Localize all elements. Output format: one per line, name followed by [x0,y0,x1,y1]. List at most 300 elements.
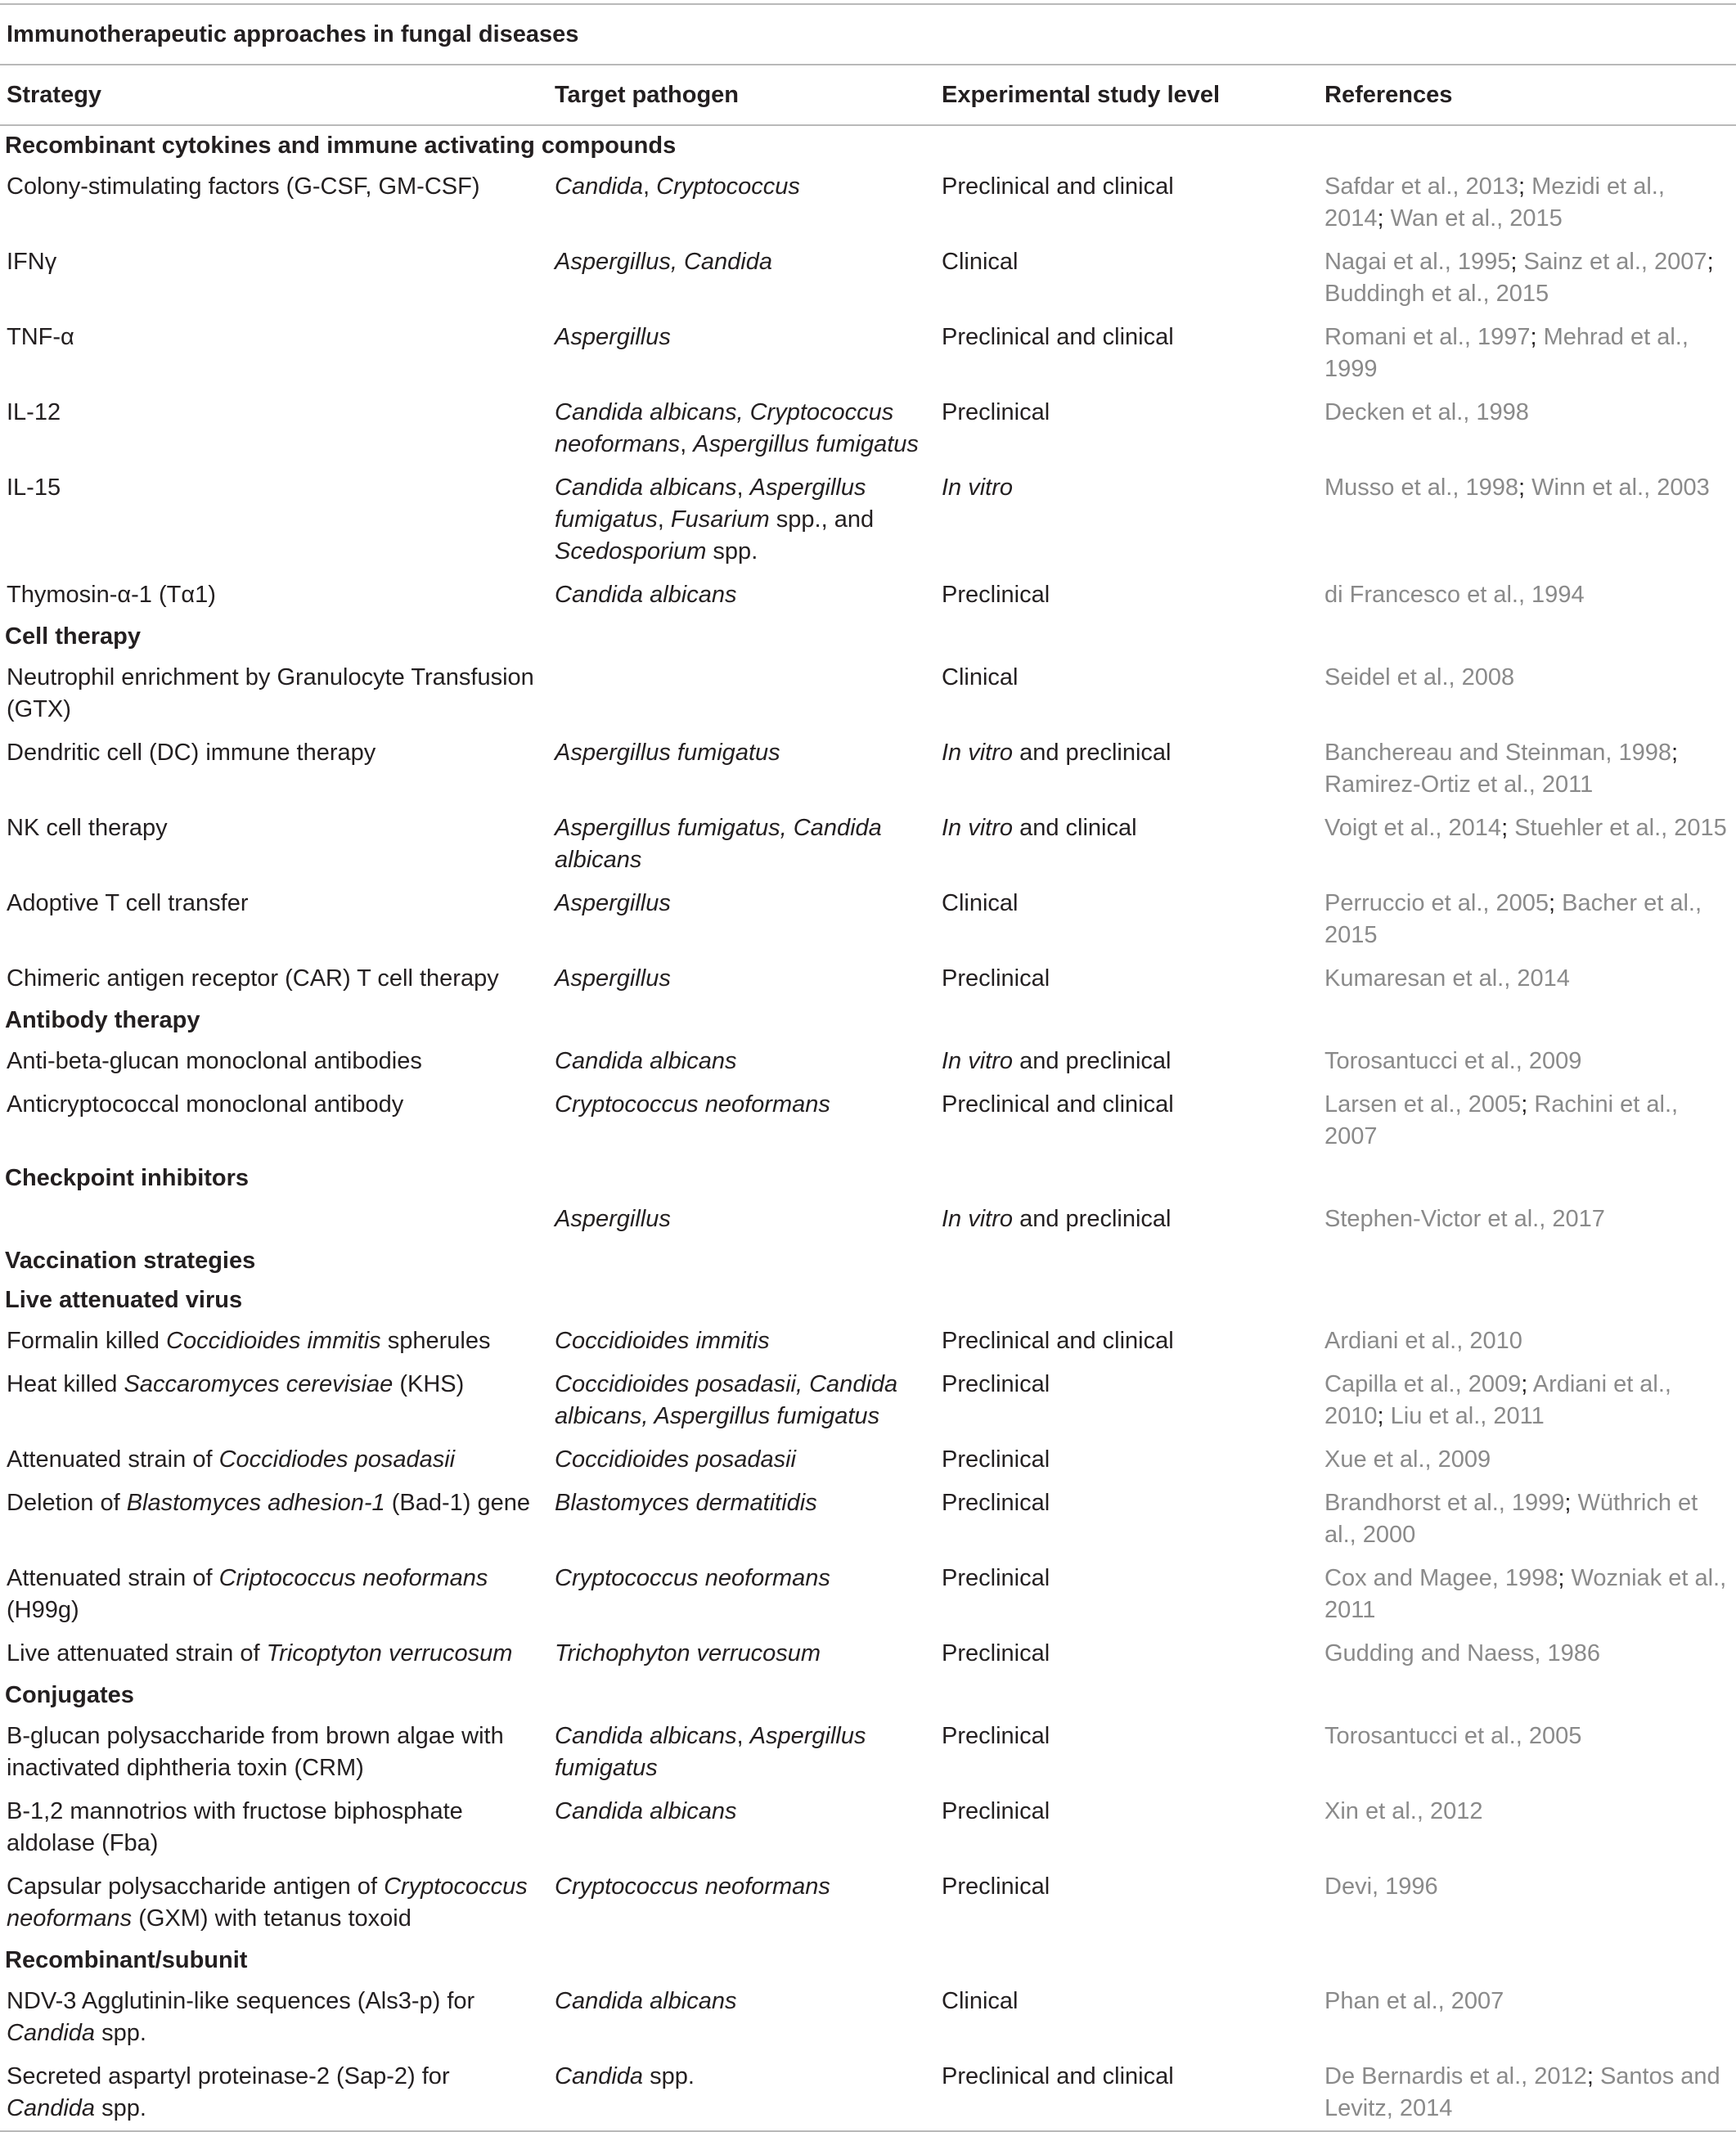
study-level-cell [935,1482,1318,1557]
table-row [0,316,1736,391]
text-run: (KHS) [393,1371,465,1397]
reference-separator: ; [1377,205,1391,232]
target-pathogen-cell [548,466,935,573]
text-run: Blastomyces dermatitidis [555,1490,817,1516]
section-title: Antibody therapy [5,1007,200,1033]
reference-link[interactable]: Mehrad et al., 1999 [1324,324,1689,382]
text-run: Neutrophil enrichment by Granulocyte Transfusion (GTX) [7,664,534,722]
target-pathogen-cell [548,807,935,882]
text-run: Attenuated strain of [7,1565,219,1591]
text-run: Blastomyces adhesion-1 [126,1490,385,1516]
study-level-cell [935,1980,1318,2055]
reference-separator: ; [1671,740,1679,766]
target-pathogen-cell [548,1320,935,1363]
section-title: Recombinant cytokines and immune activating compounds [5,133,677,159]
references-cell [1318,1632,1736,1675]
strategy-cell [0,241,548,316]
text-run: , [736,475,750,501]
reference-separator: ; [1586,2063,1600,2089]
strategy-cell [0,391,548,466]
reference-separator: ; [1501,815,1515,841]
strategy-cell [0,1980,548,2055]
table-row [0,466,1736,573]
text-run: Criptococcus neoformans [218,1565,488,1591]
strategy-cell [0,731,548,807]
table-row [0,1790,1736,1865]
reference-separator: ; [1530,324,1544,350]
table-row [0,1632,1736,1675]
text-run: Aspergillus [555,324,671,350]
study-level-cell [935,1865,1318,1941]
text-run: Aspergillus, Candida [555,249,772,275]
references-cell [1318,316,1736,391]
immunotherapy-table [0,65,1736,2130]
text-run: Preclinical [942,1371,1050,1397]
table-title: Immunotherapeutic approaches in fungal diseases [7,21,579,47]
references-cell [1318,1715,1736,1790]
table-row [0,1865,1736,1941]
text-run: IL-15 [7,475,61,501]
strategy-cell [0,1083,548,1158]
references-cell [1318,165,1736,241]
section-title: Recombinant/subunit [5,1947,248,1973]
references-cell [1318,656,1736,731]
target-pathogen-cell [548,1715,935,1790]
header-references: References [1318,65,1736,125]
text-run: , [657,506,671,533]
text-run: Preclinical [942,1640,1050,1666]
text-run: Candida albicans [555,475,737,501]
section-row [0,617,1736,656]
text-run: Clinical [942,890,1019,916]
text-run: Clinical [942,664,1019,690]
table-row [0,656,1736,731]
references-cell [1318,1198,1736,1241]
strategy-cell [0,165,548,241]
strategy-cell [0,1482,548,1557]
text-run: Anti-beta-glucan monoclonal antibodies [7,1048,422,1074]
references-cell [1318,731,1736,807]
text-run: Preclinical [942,1565,1050,1591]
table-row [0,1040,1736,1083]
section-row [0,125,1736,165]
strategy-cell [0,1320,548,1363]
strategy-cell [0,807,548,882]
strategy-cell [0,1040,548,1083]
reference-link[interactable]: Musso et al., 1998 [1324,475,1518,501]
text-run: Preclinical and clinical [942,324,1174,350]
text-run: Aspergillus fumigatus [555,1723,866,1781]
reference-separator: ; [1377,1403,1391,1429]
strategy-cell [0,466,548,573]
table-row [0,1482,1736,1557]
text-run: Scedosporium [555,538,707,564]
text-run: Preclinical [942,1873,1050,1900]
text-run: Attenuated strain of [7,1446,219,1473]
text-run: Preclinical [942,965,1050,992]
study-level-cell [935,1198,1318,1241]
header-row [0,65,1736,125]
strategy-cell [0,2055,548,2130]
target-pathogen-cell [548,731,935,807]
study-level-cell [935,316,1318,391]
study-level-cell [935,1040,1318,1083]
text-run: Coccidioides immitis [555,1328,770,1354]
text-run: In vitro [942,475,1014,501]
text-run: Preclinical and clinical [942,173,1174,200]
text-run: Coccidioides immitis [166,1328,381,1354]
target-pathogen-cell [548,573,935,617]
reference-separator: ; [1510,249,1524,275]
reference-link[interactable]: Xue et al., 2009 [1324,1446,1491,1473]
reference-link[interactable]: Stuehler et al., 2015 [1514,815,1727,841]
target-pathogen-cell [548,1198,935,1241]
text-run: Preclinical and clinical [942,1328,1174,1354]
reference-separator: ; [1521,1091,1535,1118]
text-run: Colony-stimulating factors (G-CSF, GM-CSF) [7,173,480,200]
text-run: (H99g) [7,1597,79,1623]
reference-link[interactable]: Ramirez-Ortiz et al., 2011 [1324,771,1594,798]
table-row [0,241,1736,316]
text-run: spherules [380,1328,491,1354]
table-row [0,1083,1736,1158]
text-run: spp. [706,538,758,564]
table-row [0,2055,1736,2130]
text-run: In vitro [942,740,1014,766]
references-cell [1318,1040,1736,1083]
text-run: spp. [95,2020,146,2046]
text-run: Coccidioides posadasii, Candida albicans, Aspergillus fumigatus [555,1371,898,1429]
text-run: Aspergillus [555,890,671,916]
references-cell [1318,1083,1736,1158]
section-row [0,1158,1736,1198]
reference-link[interactable]: Wozniak et al., 2011 [1324,1565,1727,1623]
reference-link[interactable]: Capilla et al., 2009 [1324,1371,1522,1397]
text-run: In vitro [942,1048,1014,1074]
target-pathogen-cell [548,957,935,1001]
target-pathogen-cell [548,1438,935,1482]
table-row [0,807,1736,882]
study-level-cell [935,1320,1318,1363]
reference-link[interactable]: Gudding and Naess, 1986 [1324,1640,1600,1666]
section-row [0,1941,1736,1980]
strategy-cell [0,882,548,957]
reference-link[interactable]: Ardiani et al., 2010 [1324,1328,1522,1354]
study-level-cell [935,1363,1318,1438]
text-run: Preclinical [942,1490,1050,1516]
text-run: Candida albicans, [555,399,750,425]
target-pathogen-cell [548,1363,935,1438]
reference-link[interactable]: Torosantucci et al., 2005 [1324,1723,1582,1749]
references-cell [1318,1790,1736,1865]
references-cell [1318,1557,1736,1632]
study-level-cell [935,731,1318,807]
target-pathogen-cell [548,1980,935,2055]
references-cell [1318,1438,1736,1482]
references-cell [1318,1363,1736,1438]
text-run: Anticryptococcal monoclonal antibody [7,1091,404,1118]
study-level-cell [935,882,1318,957]
section-row [0,1241,1736,1280]
text-run: Preclinical and clinical [942,2063,1174,2089]
text-run: Cryptococcus neoformans [555,1091,830,1118]
study-level-cell [935,2055,1318,2130]
references-cell [1318,2055,1736,2130]
references-cell [1318,1980,1736,2055]
text-run: Live attenuated strain of [7,1640,267,1666]
reference-link[interactable]: Bacher et al., 2015 [1324,890,1702,948]
reference-link[interactable]: Xin et al., 2012 [1324,1798,1483,1824]
section-title: Live attenuated virus [5,1287,243,1313]
reference-link[interactable]: Larsen et al., 2005 [1324,1091,1522,1118]
study-level-cell [935,1790,1318,1865]
text-run: Clinical [942,249,1019,275]
reference-link[interactable]: Decken et al., 1998 [1324,399,1529,425]
reference-link[interactable]: Sainz et al., 2007 [1523,249,1707,275]
text-run: , [736,1723,750,1749]
text-run: Capsular polysaccharide antigen of [7,1873,385,1900]
text-run: Secreted aspartyl proteinase-2 (Sap-2) for [7,2063,450,2089]
study-level-cell [935,807,1318,882]
text-run: (Bad-1) gene [385,1490,530,1516]
section-row [0,1280,1736,1320]
study-level-cell [935,1438,1318,1482]
target-pathogen-cell [548,1790,935,1865]
header-strategy: Strategy [0,65,548,125]
references-cell [1318,241,1736,316]
table-row [0,1363,1736,1438]
reference-link[interactable]: di Francesco et al., 1994 [1324,582,1585,608]
table-row [0,391,1736,466]
target-pathogen-cell [548,1865,935,1941]
table-row [0,731,1736,807]
text-run: B-1,2 mannotrios with fructose biphosphate aldolase (Fba) [7,1798,463,1856]
references-cell [1318,807,1736,882]
reference-link[interactable]: Perruccio et al., 2005 [1324,890,1549,916]
table-body [0,125,1736,2130]
text-run: Aspergillus fumigatus [693,431,919,457]
references-cell [1318,1320,1736,1363]
text-run: Cryptococcus [656,173,800,200]
text-run: IL-12 [7,399,61,425]
text-run: Preclinical [942,1723,1050,1749]
table-row [0,1557,1736,1632]
text-run: Deletion of [7,1490,127,1516]
references-cell [1318,1482,1736,1557]
reference-link[interactable]: Devi, 1996 [1324,1873,1438,1900]
table-row [0,1715,1736,1790]
target-pathogen-cell [548,656,935,731]
text-run: Cryptococcus neoformans [555,1873,830,1900]
text-run: Cryptococcus neoformans [555,399,894,457]
reference-separator: ; [1518,173,1532,200]
text-run: and preclinical [1013,1206,1172,1232]
text-run: Candida [7,2095,96,2121]
text-run: (GXM) with tetanus toxoid [132,1905,412,1932]
study-level-cell [935,656,1318,731]
text-run: Fusarium [670,506,770,533]
table-row [0,1198,1736,1241]
text-run: NK cell therapy [7,815,168,841]
header-study-level: Experimental study level [935,65,1318,125]
text-run: Candida albicans [555,1723,737,1749]
text-run: Coccidioides posadasii [555,1446,796,1473]
reference-separator: ; [1564,1490,1578,1516]
reference-link[interactable]: Seidel et al., 2008 [1324,664,1515,690]
text-run: Candida [7,2020,96,2046]
reference-separator: ; [1707,249,1714,275]
table-row [0,882,1736,957]
text-run: Candida albicans [555,582,737,608]
text-run: Heat killed [7,1371,124,1397]
text-run: Aspergillus fumigatus, Candida albicans [555,815,882,873]
reference-link[interactable]: Phan et al., 2007 [1324,1988,1504,2014]
study-level-cell [935,165,1318,241]
study-level-cell [935,1632,1318,1675]
strategy-cell [0,1715,548,1790]
text-run: In vitro [942,815,1014,841]
text-run: NDV-3 Agglutinin-like sequences (Als3-p) for [7,1988,475,2014]
reference-link[interactable]: Banchereau and Steinman, 1998 [1324,740,1672,766]
strategy-cell [0,1363,548,1438]
target-pathogen-cell [548,316,935,391]
strategy-cell [0,1557,548,1632]
reference-link[interactable]: Nagai et al., 1995 [1324,249,1511,275]
strategy-cell [0,656,548,731]
study-level-cell [935,1083,1318,1158]
reference-link[interactable]: Ardiani et al., 2010 [1324,1371,1671,1429]
reference-link[interactable]: Voigt et al., 2014 [1324,815,1502,841]
text-run: Clinical [942,1988,1019,2014]
text-run: IFNγ [7,249,57,275]
text-run: Preclinical [942,399,1050,425]
study-level-cell [935,1557,1318,1632]
text-run: Formalin killed [7,1328,166,1354]
text-run: Cryptococcus neoformans [555,1565,830,1591]
strategy-cell [0,316,548,391]
reference-link[interactable]: Stephen-Victor et al., 2017 [1324,1206,1605,1232]
study-level-cell [935,573,1318,617]
table-row [0,1320,1736,1363]
target-pathogen-cell [548,391,935,466]
strategy-cell [0,1198,548,1241]
text-run: spp. [95,2095,146,2121]
reference-separator: ; [1521,1371,1533,1397]
reference-separator: ; [1518,475,1532,501]
section-title: Vaccination strategies [5,1248,256,1274]
text-run: Candida [555,173,644,200]
reference-link[interactable]: De Bernardis et al., 2012 [1324,2063,1587,2089]
study-level-cell [935,391,1318,466]
study-level-cell [935,1715,1318,1790]
reference-link[interactable]: Santos and Levitz, 2014 [1324,2063,1720,2121]
section-row [0,1001,1736,1040]
text-run: and preclinical [1013,740,1172,766]
section-title: Conjugates [5,1682,134,1708]
references-cell [1318,1865,1736,1941]
reference-link[interactable]: Rachini et al., 2007 [1324,1091,1679,1149]
table-row [0,957,1736,1001]
reference-link[interactable]: Romani et al., 1997 [1324,324,1531,350]
study-level-cell [935,466,1318,573]
target-pathogen-cell [548,1482,935,1557]
table-row [0,1980,1736,2055]
text-run: In vitro [942,1206,1014,1232]
text-run: , [680,431,694,457]
table-row [0,165,1736,241]
text-run: Thymosin-α-1 (Tα1) [7,582,216,608]
target-pathogen-cell [548,241,935,316]
text-run: and clinical [1013,815,1137,841]
text-run: Candida albicans [555,1988,737,2014]
strategy-cell [0,1438,548,1482]
strategy-cell [0,573,548,617]
reference-link[interactable]: Cox and Magee, 1998 [1324,1565,1558,1591]
text-run: Aspergillus fumigatus [555,740,780,766]
reference-link[interactable]: Brandhorst et al., 1999 [1324,1490,1565,1516]
reference-separator: ; [1558,1565,1572,1591]
reference-separator: ; [1549,890,1563,916]
reference-link[interactable]: Safdar et al., 2013 [1324,173,1518,200]
text-run: Cryptococcus neoformans [7,1873,528,1932]
target-pathogen-cell [548,1040,935,1083]
text-run: Saccaromyces cerevisiae [124,1371,394,1397]
reference-link[interactable]: Kumaresan et al., 2014 [1324,965,1570,992]
study-level-cell [935,241,1318,316]
references-cell [1318,957,1736,1001]
reference-link[interactable]: Torosantucci et al., 2009 [1324,1048,1582,1074]
text-run: Aspergillus fumigatus [555,475,866,533]
references-cell [1318,882,1736,957]
text-run: Aspergillus [555,965,671,992]
section-title: Checkpoint inhibitors [5,1165,250,1191]
text-run: Candida albicans [555,1048,737,1074]
section-title: Cell therapy [5,623,141,650]
reference-link[interactable]: Buddingh et al., 2015 [1324,281,1549,307]
strategy-cell [0,1865,548,1941]
text-run: Candida albicans [555,1798,737,1824]
target-pathogen-cell [548,2055,935,2130]
text-run: B-glucan polysaccharide from brown algae with inactivated diphtheria toxin (CRM) [7,1723,504,1781]
header-target-pathogen: Target pathogen [548,65,935,125]
text-run: Preclinical [942,1798,1050,1824]
reference-link[interactable]: Wüthrich et al., 2000 [1324,1490,1698,1548]
target-pathogen-cell [548,1083,935,1158]
text-run: Preclinical [942,582,1050,608]
target-pathogen-cell [548,882,935,957]
text-run: Chimeric antigen receptor (CAR) T cell therapy [7,965,499,992]
text-run: Tricoptyton verrucosum [266,1640,513,1666]
reference-link[interactable]: Mezidi et al., 2014 [1324,173,1665,232]
text-run: Trichophyton verrucosum [555,1640,821,1666]
text-run: and preclinical [1013,1048,1172,1074]
text-run: Adoptive T cell transfer [7,890,249,916]
table-row [0,1438,1736,1482]
text-run: , [643,173,657,200]
strategy-cell [0,1790,548,1865]
references-cell [1318,573,1736,617]
text-run: spp., and [769,506,875,533]
text-run: Coccidiodes posadasii [218,1446,456,1473]
text-run: Candida [555,2063,644,2089]
reference-link[interactable]: Liu et al., 2011 [1390,1403,1545,1429]
study-level-cell [935,957,1318,1001]
target-pathogen-cell [548,1632,935,1675]
text-run: Preclinical [942,1446,1050,1473]
reference-link[interactable]: Winn et al., 2003 [1531,475,1710,501]
reference-link[interactable]: Wan et al., 2015 [1390,205,1563,232]
text-run: TNF-α [7,324,74,350]
